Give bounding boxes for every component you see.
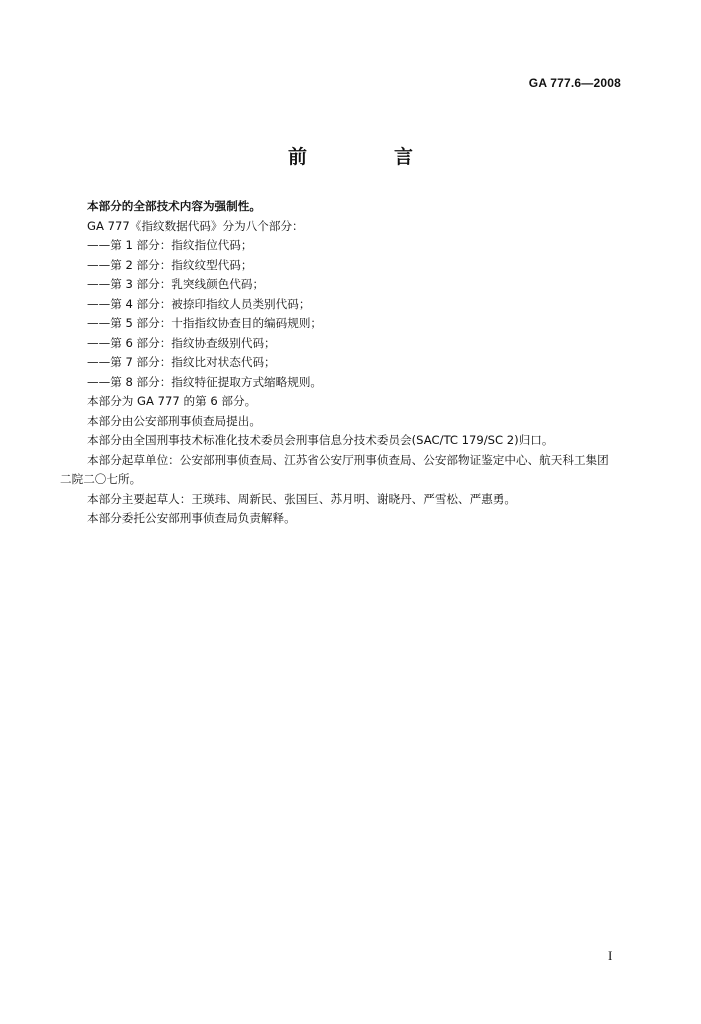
list-item: ——第 6 部分：指纹协查级别代码； xyxy=(87,335,276,350)
list-item: ——第 8 部分：指纹特征提取方式缩略规则。 xyxy=(87,374,323,389)
parts-list xyxy=(60,236,620,392)
list-item: ——第 1 部分：指纹指位代码； xyxy=(87,238,253,252)
drafters-statement: 本部分主要起草人：王瑛玮、周新民、张国巨、苏月明、谢晓丹、严雪松、严惠勇。 xyxy=(87,491,516,506)
list-item: ——第 5 部分：十指指纹协查目的编码规则； xyxy=(87,316,323,330)
list-item: ——第 3 部分：乳突线颜色代码； xyxy=(87,277,265,291)
document-body xyxy=(60,197,620,529)
page-number: I xyxy=(608,948,613,963)
administration-statement: 本部分由全国刑事技术标准化技术委员会刑事信息分技术委员会(SAC/TC 179/SC 2)归口。 xyxy=(87,433,554,447)
parts-intro: GA 777《指纹数据代码》分为八个部分： xyxy=(87,218,304,233)
part-number-statement: 本部分为 GA 777 的第 6 部分。 xyxy=(87,394,257,408)
page-title: 前 言 xyxy=(287,146,447,168)
standard-code-header: GA 777.6—2008 xyxy=(528,76,621,90)
list-item: ——第 7 部分：指纹比对状态代码； xyxy=(87,355,276,369)
interpretation-statement: 本部分委托公安部刑事侦查局负责解释。 xyxy=(87,511,296,525)
mandatory-statement: 本部分的全部技术内容为强制性。 xyxy=(87,199,261,213)
list-item: ——第 2 部分：指纹纹型代码； xyxy=(87,257,253,272)
drafting-units-statement: 本部分起草单位：公安部刑事侦查局、江苏省公安厅刑事侦查局、公安部物证鉴定中心、航天科工集团二院二〇七所。 xyxy=(60,452,609,486)
list-item: ——第 4 部分：被捺印指纹人员类别代码； xyxy=(87,296,311,311)
proposer-statement: 本部分由公安部刑事侦查局提出。 xyxy=(87,413,261,428)
